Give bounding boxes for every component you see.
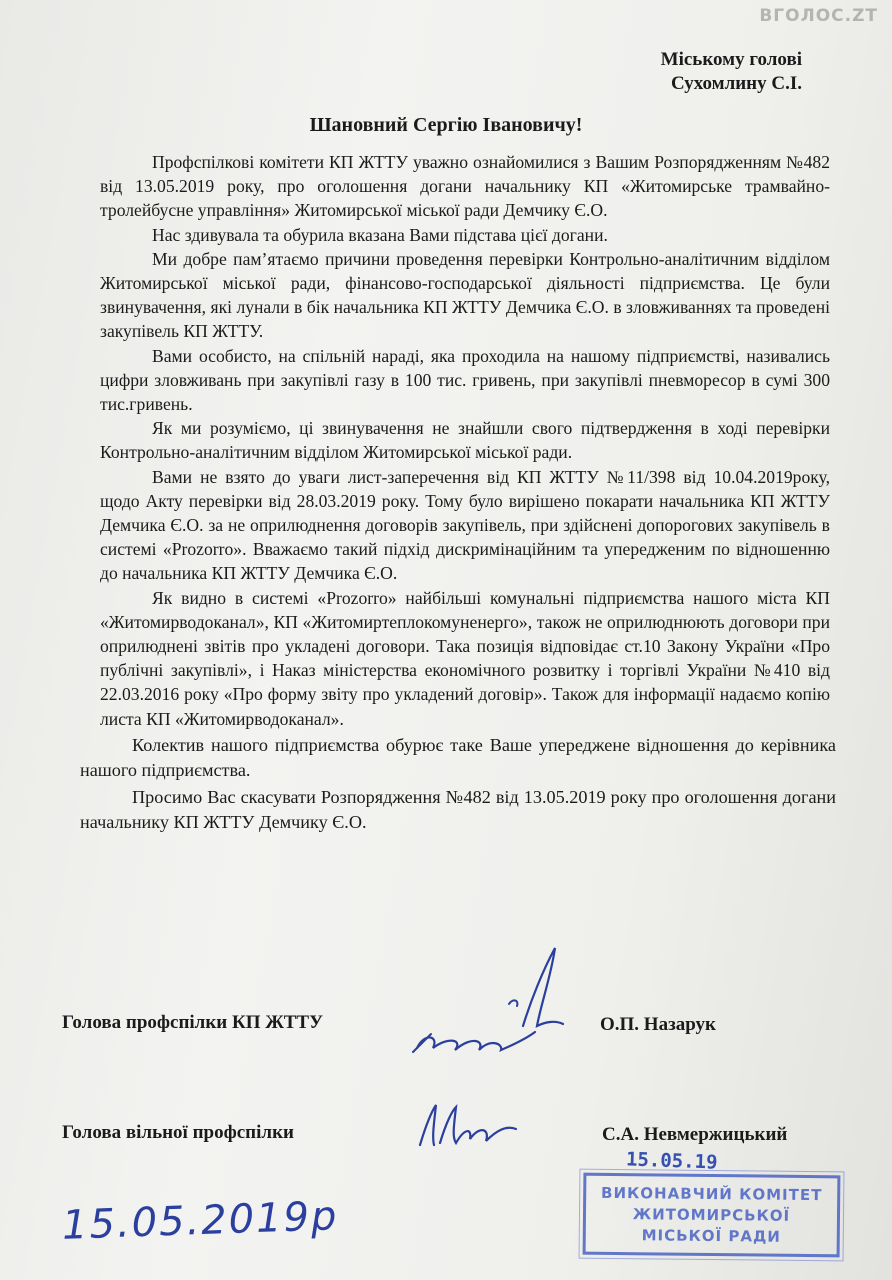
paragraph: Колектив нашого підприємства обурює таке Ваше упереджене відношення до керівника нашого підприємства. <box>80 734 836 780</box>
site-watermark: ВГОЛОС.ZT <box>759 6 878 26</box>
stamp-line: ЖИТОМИРСЬКОЇ <box>632 1204 791 1225</box>
paragraph: Ми добре пам’ятаємо причини проведення перевірки Контрольно-аналітичним відділом Житомирської міської ради, фінансово-господарської діяльності підприємства. Це були звинувачення, які лунали в бік начальника КП ЖТТУ Демчика Є.О. в зловживаннях та проведені закупівель КП ЖТТУ. <box>100 248 830 342</box>
addressee-block <box>661 48 802 96</box>
paragraph: Просимо Вас скасувати Розпорядження №482 від 13.05.2019 року про оголошення догани начальнику КП ЖТТУ Демчику Є.О. <box>80 786 836 832</box>
addressee-name: Сухомлину С.І. <box>670 73 802 94</box>
signature-2-handwriting <box>410 1095 530 1155</box>
stamp-line: МІСЬКОЇ РАДИ <box>641 1225 782 1246</box>
signature-name-2: С.А. Невмержицький <box>602 1124 788 1145</box>
signature-1-handwriting <box>405 940 575 1070</box>
handwritten-date: 15.05.2019р <box>61 1193 340 1249</box>
paragraph: Вами не взято до уваги лист-заперечення від КП ЖТТУ №11/398 від 10.04.2019року, щодо Акту перевірки від 28.03.2019 року. Тому було вирішено покарати начальника КП ЖТТУ Демчика Є.О. за не оприлюднення договорів закупівель, при здійснені допорогових закупівель в системі «Prozorro». Вважаємо такий підхід дискримінаційним та упередженим по відношенню до начальника КП ЖТТУ Демчика Є.О. <box>100 466 830 584</box>
stamp-date: 15.05.19 <box>625 1148 718 1174</box>
paragraph: Профспілкові комітети КП ЖТТУ уважно ознайомилися з Вашим Розпорядженням №482 від 13.05.2019 року, про оголошення догани начальнику КП «Житомирське трамвайно-тролейбусне управління» Житомирської міської ради Демчику Є.О. <box>100 152 830 221</box>
signature-name-1: О.П. Назарук <box>600 1014 716 1035</box>
paragraph: Як видно в системі «Prozorro» найбільші комунальні підприємства нашого міста КП «Житомирводоканал», КП «Житомиртеплокомуненерго», також не оприлюднюють договори при оприлюднені звітів про укладені договори. Така позиція відповідає ст.10 Закону України «Про публічні закупівлі», і Наказ міністерства економічного розвитку і торгівлі України №410 від 22.03.2016 року «Про форму звіту про укладений договір». Також для інформації надаємо копію листа КП «Житомирводоканал». <box>100 587 830 729</box>
addressee-position: Міському голові <box>660 49 802 70</box>
signature-title-1: Голова профспілки КП ЖТТУ <box>62 1012 324 1033</box>
letter-body <box>80 150 836 835</box>
paragraph: Вами особисто, на спільній нараді, яка проходила на нашому підприємстві, називались цифри зловживань при закупівлі газу в 100 тис. гривень, при закупівлі пневморесор в сумі 300 тис.гривень. <box>100 345 830 415</box>
stamp-line: ВИКОНАВЧИЙ КОМІТЕТ <box>600 1183 823 1204</box>
registration-stamp <box>583 1173 841 1258</box>
paragraph: Нас здивувала та обурила вказана Вами підстава цієї догани. <box>152 224 608 245</box>
salutation: Шановний Сергію Івановичу! <box>309 114 583 136</box>
paragraph: Як ми розуміємо, ці звинувачення не знайшли свого підтвердження в ході перевірки Контрольно-аналітичним відділом Житомирської міської ради. <box>100 418 830 463</box>
signature-title-2: Голова вільної профспілки <box>62 1122 294 1143</box>
